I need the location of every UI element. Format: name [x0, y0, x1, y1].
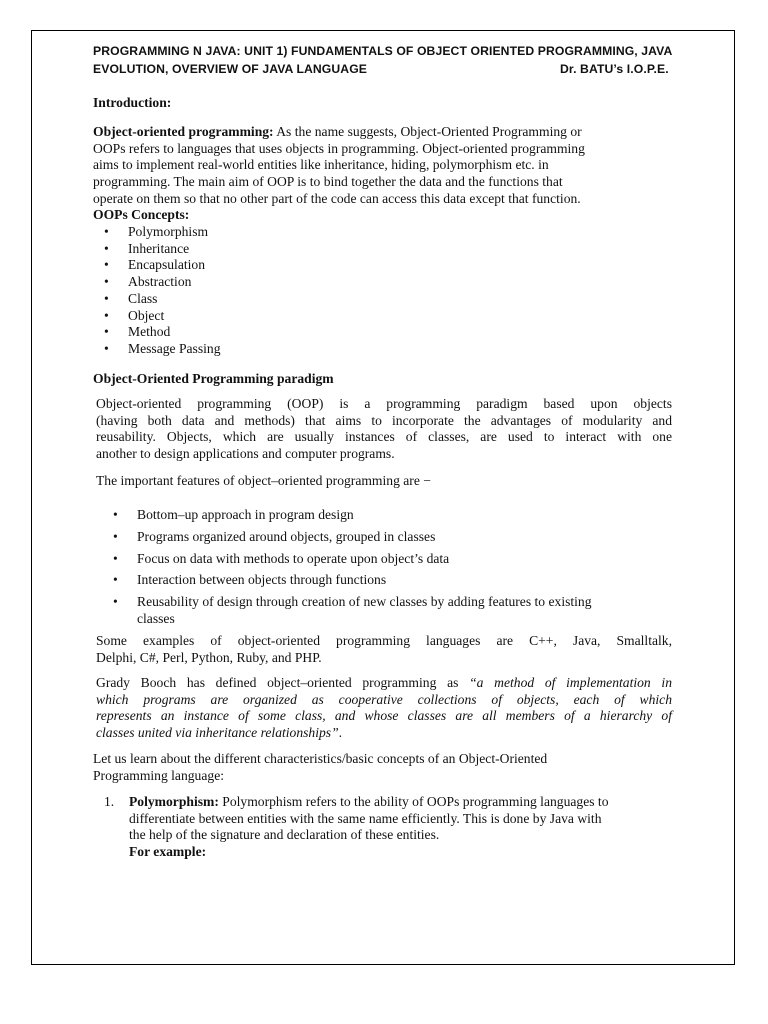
features-list	[113, 507, 592, 633]
intro-paragraph	[93, 124, 663, 208]
bullet-icon: •	[104, 290, 109, 306]
oop-term: Object-oriented programming:	[93, 124, 274, 139]
bullet-icon: •	[104, 274, 109, 290]
bullet-icon: •	[113, 528, 118, 544]
paradigm-paragraph: Object-oriented programming (OOP) is a programming paradigm based upon objects (having both data and methods) that aims to incorporate the advantages of modularity and reusability. Objects, which are usually instances of classes, are used to interact with one another to design applications and computer programs.	[96, 396, 672, 462]
list-item: • Abstraction	[104, 274, 192, 290]
polymorphism-paragraph: Polymorphism: Polymorphism refers to the ability of OOPs programming languages to differentiate between entities with the same name efficiently. This is done by Java with the help of the signature and declaration of these entities. For example:	[129, 794, 689, 861]
concepts-list	[104, 224, 221, 358]
booch-paragraph: Grady Booch has defined object–oriented programming as “a method of implementation in which programs are organized as cooperative collections of objects, each of which represents an instance of some class, and whose classes are all members of a hierarchy of classes united via inheritance relationships”.	[96, 675, 672, 741]
paradigm-heading: Object-Oriented Programming paradigm	[93, 371, 334, 386]
bullet-icon: •	[104, 240, 109, 256]
list-item: • Bottom–up approach in program design	[113, 507, 354, 522]
list-item: • Programs organized around objects, grouped in classes	[113, 528, 436, 544]
oop-line1-rest: As the name suggests, Object-Oriented Programming or	[273, 124, 582, 139]
list-item: • Inheritance	[104, 240, 190, 256]
bullet-icon: •	[113, 507, 118, 522]
bullet-icon: •	[104, 307, 109, 323]
list-item: • Interaction between objects through functions	[113, 572, 387, 588]
list-item: • Reusability of design through creation of new classes by adding features to existing classes	[113, 594, 592, 626]
concepts-heading: OOPs Concepts:	[93, 207, 190, 222]
bullet-icon: •	[104, 324, 109, 340]
list-item: • Focus on data with methods to operate upon object’s data	[113, 550, 450, 566]
examples-paragraph: Some examples of object-oriented programming languages are C++, Java, Smalltalk, Delphi, C#, Perl, Python, Ruby, and PHP.	[96, 633, 672, 665]
list-item: • Encapsulation	[104, 257, 206, 273]
intro-line: operate on them so that no other part of the code can access this data except that function.	[93, 190, 581, 206]
list-item: • Method	[104, 324, 171, 340]
intro-line: aims to implement real-world entities like inheritance, hiding, polymorphism etc. in	[93, 157, 549, 173]
bullet-icon: •	[104, 340, 109, 356]
intro-line: OOPs refers to languages that uses objects in programming. Object-oriented programming	[93, 140, 585, 156]
intro-line: programming. The main aim of OOP is to bind together the data and the functions that	[93, 174, 563, 190]
list-item: • Message Passing	[104, 340, 221, 356]
header-line-1: PROGRAMMING N JAVA: UNIT 1) FUNDAMENTALS OF OBJECT ORIENTED PROGRAMMING, JAVA	[93, 44, 673, 58]
bullet-icon: •	[104, 257, 109, 273]
bullet-icon: •	[113, 572, 118, 588]
example-label: For example:	[129, 844, 207, 860]
bullet-icon: •	[113, 550, 118, 566]
learn-paragraph: Let us learn about the different characteristics/basic concepts of an Object-Oriented Programming language:	[93, 751, 548, 783]
header-institute: Dr. BATU’s I.O.P.E.	[560, 62, 669, 76]
intro-heading: Introduction:	[93, 95, 172, 110]
item-number: 1.	[104, 794, 115, 809]
header-line-2: EVOLUTION, OVERVIEW OF JAVA LANGUAGE	[93, 62, 368, 76]
list-item: • Class	[104, 290, 158, 306]
list-item: • Polymorphism	[104, 224, 209, 239]
bullet-icon: •	[113, 594, 118, 610]
features-intro: The important features of object–oriented programming are −	[96, 473, 431, 488]
list-item: • Object	[104, 307, 165, 323]
bullet-icon: •	[104, 224, 109, 239]
